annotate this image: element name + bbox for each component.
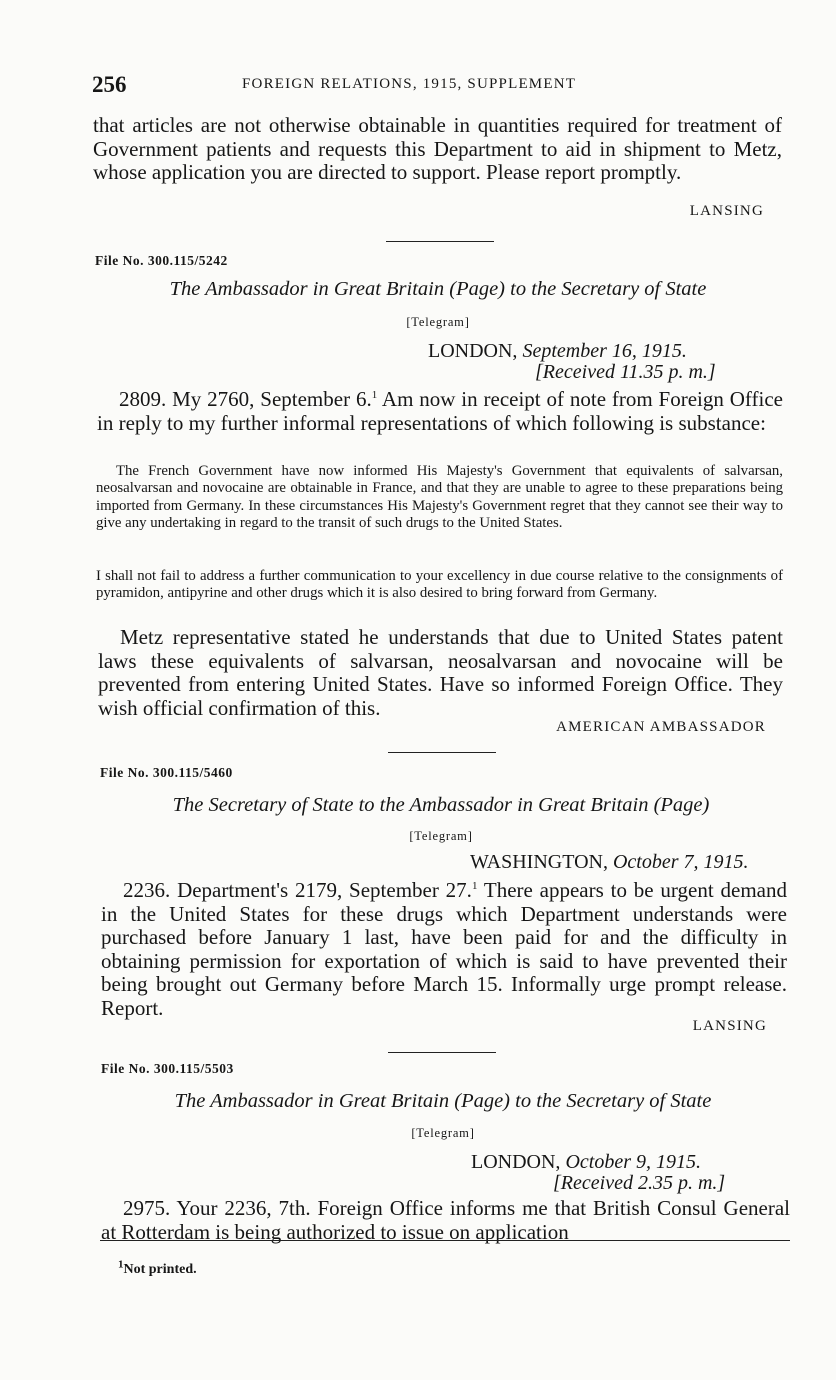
paragraph: [97, 388, 783, 435]
footnote-marker: 1: [118, 1258, 124, 1271]
dateline-date: October 7, 1915.: [612, 851, 749, 873]
footnote-text: Not printed.: [123, 1262, 197, 1277]
document-title: The Secretary of State to the Ambassador in Great Britain (Page): [172, 794, 710, 816]
paragraph-rest: Am now in receipt of note from Foreign Office in reply to my further informal representations of which following is substance:: [97, 387, 784, 435]
file-number: File No. 300.115/5242: [95, 253, 228, 268]
telegram-label: [Telegram]: [406, 315, 470, 329]
page-header: [92, 72, 772, 98]
footnote-rule: [100, 1240, 790, 1241]
signature-american-ambassador: AMERICAN AMBASSADOR: [556, 719, 766, 735]
received-time: [Received 11.35 p. m.]: [535, 361, 716, 383]
dateline-date: October 9, 1915.: [565, 1151, 701, 1173]
footnote: [118, 1258, 197, 1278]
telegram-label: [Telegram]: [411, 1126, 475, 1140]
running-title: FOREIGN RELATIONS, 1915, SUPPLEMENT: [242, 76, 577, 92]
dateline-place: LONDON,: [428, 340, 518, 362]
dateline-place: WASHINGTON,: [470, 851, 608, 873]
continuation-paragraph: that articles are not otherwise obtainable in quantities required for treatment of Government patients and requests this Department to aid in shipment to Metz, whose application you are directed to support. Please report promptly.: [93, 113, 782, 184]
telegram-label: [Telegram]: [409, 829, 473, 843]
dateline: [470, 851, 749, 874]
section-divider: [388, 1052, 496, 1053]
quoted-note-paragraph: The French Government have now informed His Majesty's Government that equivalents of salvarsan, neosalvarsan and novocaine are obtainable in France, and that they are unable to agree to these preparations being imported from Germany. In these circumstances His Majesty's Government regret that they cannot see their way to give any undertaking in regard to the transit of such drugs to the United States.: [96, 463, 783, 532]
paragraph: 2975. Your 2236, 7th. Foreign Office informs me that British Consul General at Rotterdam is being authorized to issue on application: [101, 1196, 790, 1244]
document-title: The Ambassador in Great Britain (Page) to the Secretary of State: [174, 1090, 712, 1112]
dateline-date: September 16, 1915.: [522, 340, 687, 362]
paragraph-rest: There appears to be urgent demand in the United States for these drugs which Department understands were purchased before January 1 last, have been paid for and the difficulty in obtaining permission for exportation of which is said to have prevented their being brought out Germany before March 15. Informally urge prompt release. Report.: [101, 878, 787, 1020]
signature-lansing-2: LANSING: [692, 1018, 767, 1034]
section-divider: [388, 752, 496, 753]
paragraph: [101, 879, 787, 1020]
footnote-ref: 1: [371, 389, 378, 401]
paragraph: Metz representative stated he understands that due to United States patent laws these equivalents of salvarsan, neosalvarsan and novocaine will be prevented from entering United States. Have so informed Foreign Office. They wish official confirmation of this.: [98, 625, 783, 720]
dateline: [471, 1151, 701, 1174]
quoted-note-paragraph: I shall not fail to address a further communication to your excellency in due course relative to the consignments of pyramidon, antipyrine and other drugs which it is also desired to bring forward from Germany.: [96, 568, 783, 602]
document-title: The Ambassador in Great Britain (Page) to the Secretary of State: [169, 278, 707, 300]
file-number: File No. 300.115/5460: [100, 765, 233, 780]
signature-lansing-1: LANSING: [689, 203, 764, 219]
paragraph-lead: 2236. Department's 2179, September 27.: [123, 878, 472, 902]
dateline-place: LONDON,: [471, 1151, 561, 1173]
dateline: [428, 340, 687, 363]
section-divider: [386, 241, 494, 242]
received-time: [Received 2.35 p. m.]: [553, 1172, 726, 1194]
file-number: File No. 300.115/5503: [101, 1061, 234, 1076]
page-number: 256: [92, 72, 127, 97]
footnote-ref: 1: [471, 880, 478, 892]
paragraph-lead: 2809. My 2760, September 6.: [119, 387, 372, 411]
